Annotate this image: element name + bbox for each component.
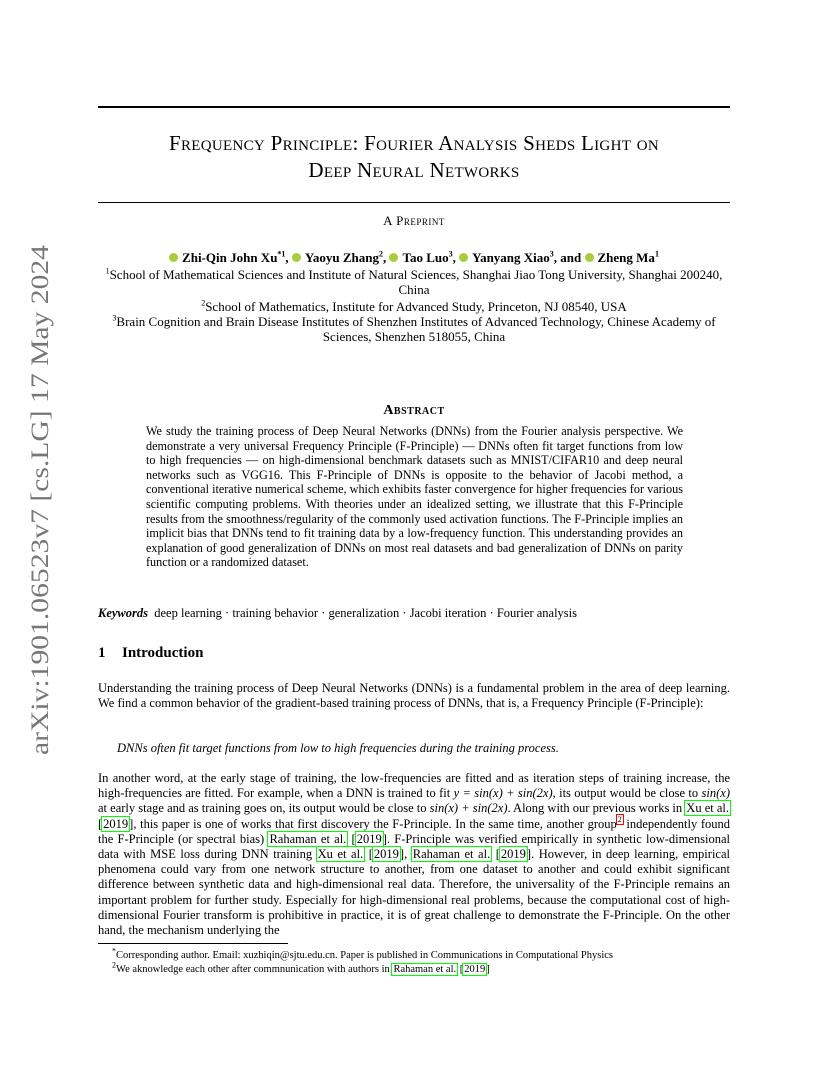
arxiv-stamp-text: arXiv:1901.06523v7 [cs.LG] 17 May 2024	[27, 324, 54, 755]
author[interactable]: Yanyang Xiao$^3$	[459, 250, 554, 265]
citation-link[interactable]: Rahaman et al.	[269, 831, 347, 846]
citation-link[interactable]: Xu et al.	[317, 847, 364, 862]
orcid-icon[interactable]	[292, 253, 301, 262]
citation-year-link[interactable]: 2019	[356, 831, 382, 846]
citation-year-link[interactable]: 2019	[464, 964, 486, 975]
orcid-icon[interactable]	[389, 253, 398, 262]
keywords-list: deep learning · training behavior · generalization · Jacobi iteration · Fourier analysis	[154, 606, 578, 620]
author-list: Zhi-Qin John Xu$^{*1}$, Yaoyu Zhang$^2$, Tao Luo$^3$, Yanyang Xiao$^3$, and Zheng Ma$^1$	[98, 250, 730, 266]
f-principle-statement: DNNs often fit target functions from low to high frequencies during the training process.	[117, 741, 559, 755]
title-rule-top	[98, 106, 730, 108]
abstract-body: We study the training process of Deep Neural Networks (DNNs) from the Fourier analysis perspective. We demonstrate a very universal Frequency Principle (F-Principle) — DNNs often fit target functions from low to high frequencies — on high-dimensional benchmark datasets such as MNIST/CIFAR10 and deep neural networks such as VGG16. This F-Principle of DNNs is opposite to the behavior of Jacobi method, a conventional iterative numerical scheme, which exhibits faster convergence for higher frequencies for various scientific computing problems. With theories under an idealized setting, we illustrate that this F-Principle results from the smoothness/regularity of the commonly used activation functions. The F-Principle implies an implicit bias that DNNs tend to fit training data by a low-frequency function. This understanding provides an explanation of good generalization of DNNs on most real datasets and bad generalization of DNNs on parity function or a randomized dataset.	[146, 424, 683, 570]
citation-link[interactable]: Xu et al.	[686, 801, 730, 816]
citation-link[interactable]: Rahaman et al.	[412, 847, 491, 862]
affiliation-2: $^2$School of Mathematics, Institute for Advanced Study, Princeton, NJ 08540, USA	[201, 298, 627, 314]
section-title: Introduction	[122, 645, 204, 661]
section-heading	[98, 645, 203, 662]
author[interactable]: Zheng Ma$^1$	[585, 250, 659, 265]
orcid-icon[interactable]	[459, 253, 468, 262]
intro-paragraph-2: In another word, at the early stage of training, the low-frequencies are fitted and as iteration steps of training increase, the high-frequencies are fitted. For example, when a DNN is trained to fit y = sin(x) + sin(2x), its output would be close to sin(x) at early stage and as training goes on, its output would be close to sin(x) + sin(2x). Along with our previous works in Xu et al. [2019], this paper is one of works that first discovery the F-Principle. In the same time, another group$^2$ independently found the F-Principle (or spectral bias) Rahaman et al. [2019]. F-Principle was verified empirically in synthetic low-dimensional data with MSE loss during DNN training Xu et al. [2019], Rahaman et al. [2019]. However, in deep learning, empirical phenomena could vary from one network structure to another, from one dataset to another and could exhibit significant difference between synthetic data and high-dimensional real data. Therefore, the universality of the F-Principle remains an important problem for further study. Especially for high-dimensional real problems, because the computational cost of high-dimensional Fourier transform is prohibitive in practice, it is of great challenge to demonstrate the F-Principle. On the other hand, the mechanism underlying the	[98, 771, 731, 938]
arxiv-stamp	[18, 240, 58, 760]
orcid-icon[interactable]	[169, 253, 178, 262]
keywords-label: Keywords	[98, 606, 148, 620]
citation-year-link[interactable]: 2019	[103, 816, 129, 831]
abstract-heading: Abstract	[383, 403, 445, 418]
title-rule-bottom	[98, 202, 730, 203]
author[interactable]: Yaoyu Zhang$^2$	[292, 250, 383, 265]
paper-title	[98, 130, 730, 184]
footnote-link[interactable]: 2	[617, 815, 622, 825]
preprint-label: A Preprint	[383, 213, 445, 228]
footnote-1: *Corresponding author. Email: xuzhiqin@sjtu.edu.cn. Paper is published in Communications in Computational Physics	[112, 946, 614, 961]
orcid-icon[interactable]	[585, 253, 594, 262]
footnote-rule	[98, 943, 288, 944]
equation: sin(x)	[701, 786, 730, 801]
equation: y = sin(x) + sin(2x)	[453, 786, 553, 801]
title-line-2: Deep Neural Networks	[308, 158, 520, 182]
section-number: 1	[98, 645, 106, 661]
citation-year-link[interactable]: 2019	[500, 847, 526, 862]
equation: sin(x) + sin(2x)	[429, 801, 508, 816]
citation-year-link[interactable]: 2019	[373, 847, 399, 862]
author[interactable]: Tao Luo$^3$	[389, 250, 452, 265]
citation-link[interactable]: Rahaman et al.	[393, 964, 457, 975]
intro-paragraph-1: Understanding the training process of Deep Neural Networks (DNNs) is a fundamental problem in the area of deep learning. We find a common behavior of the gradient-based training process of DNNs, that is, a Frequency Principle (F-Principle):	[98, 681, 730, 711]
title-line-1: Frequency Principle: Fourier Analysis Sheds Light on	[169, 131, 659, 155]
keywords	[98, 606, 730, 621]
affiliation-3: $^3$Brain Cognition and Brain Disease Institutes of Shenzhen Institutes of Advanced Technology, Chinese Academy of Sciences, Shenzhen 518055, China	[112, 313, 716, 344]
affiliation-1: $^1$School of Mathematical Sciences and Institute of Natural Sciences, Shanghai Jiao Tong University, Shanghai 200240, China	[105, 266, 723, 297]
author[interactable]: Zhi-Qin John Xu$^{*1}$	[169, 250, 285, 265]
footnote-2: $^2$We aknowledge each other after commnunication with authors in Rahaman et al. [2019]	[112, 960, 490, 975]
